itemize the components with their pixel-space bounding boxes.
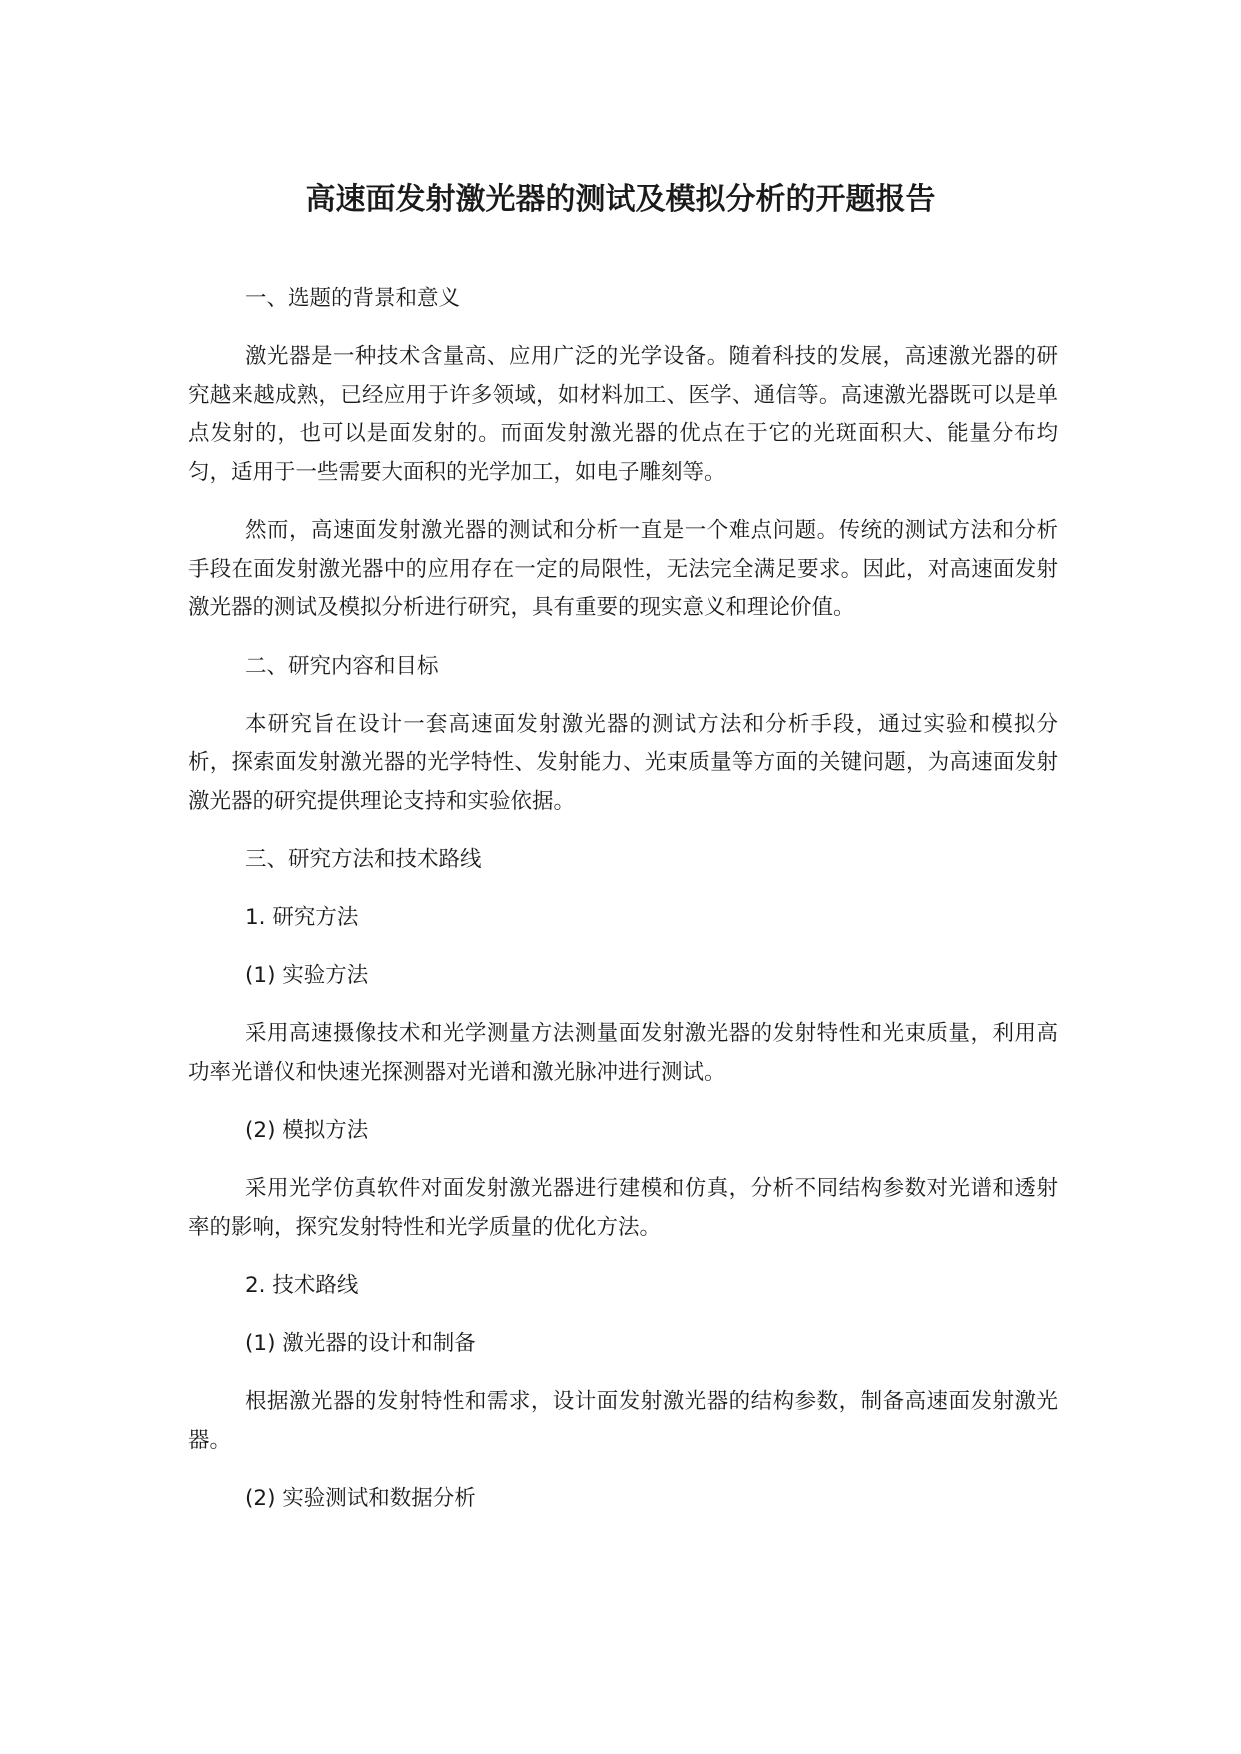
section-heading-background: 一、选题的背景和意义 — [245, 286, 461, 311]
paragraph-simulation: 采用光学仿真软件对面发射激光器进行建模和仿真，分析不同结构参数对光谱和透射率的影响，探究发射特性和光学质量的优化方法。 — [188, 1176, 1058, 1240]
paragraph-intro: 激光器是一种技术含量高、应用广泛的光学设备。随着科技的发展，高速激光器的研究越来越成熟，已经应用于许多领域，如材料加工、医学、通信等。高速激光器既可以是单点发射的，也可以是面发射的。而面发射激光器的优点在于它的光斑面积大、能量分布均匀，适用于一些需要大面积的光学加工，如电子雕刻等。 — [188, 344, 1058, 485]
subheading-design-fabrication: (1) 激光器的设计和制备 — [245, 1331, 476, 1356]
section-heading-content: 二、研究内容和目标 — [245, 653, 439, 679]
paragraph-design: 根据激光器的发射特性和需求，设计面发射激光器的结构参数，制备高速面发射激光器。 — [188, 1389, 1058, 1453]
paragraph-goal: 本研究旨在设计一套高速面发射激光器的测试方法和分析手段，通过实验和模拟分析，探索面发射激光器的光学特性、发射能力、光束质量等方面的关键问题，为高速面发射激光器的研究提供理论支持和实验依据。 — [188, 711, 1058, 814]
paragraph-problem: 然而，高速面发射激光器的测试和分析一直是一个难点问题。传统的测试方法和分析手段在面发射激光器中的应用存在一定的局限性，无法完全满足要求。因此，对高速面发射激光器的测试及模拟分析进行研究，具有重要的现实意义和理论价值。 — [188, 518, 1058, 620]
subheading-experiment-method: (1) 实验方法 — [245, 963, 369, 988]
document-title: 高速面发射激光器的测试及模拟分析的开题报告 — [305, 182, 936, 217]
subheading-technical-route: 2. 技术路线 — [245, 1273, 359, 1298]
subheading-research-methods: 1. 研究方法 — [245, 905, 359, 930]
document-body — [188, 280, 1058, 1538]
subheading-simulation-method: (2) 模拟方法 — [245, 1118, 369, 1143]
section-heading-methods: 三、研究方法和技术路线 — [245, 847, 482, 872]
subheading-testing-analysis: (2) 实验测试和数据分析 — [245, 1486, 476, 1511]
paragraph-experiment: 采用高速摄像技术和光学测量方法测量面发射激光器的发射特性和光束质量，利用高功率光谱仪和快速光探测器对光谱和激光脉冲进行测试。 — [188, 1021, 1058, 1085]
